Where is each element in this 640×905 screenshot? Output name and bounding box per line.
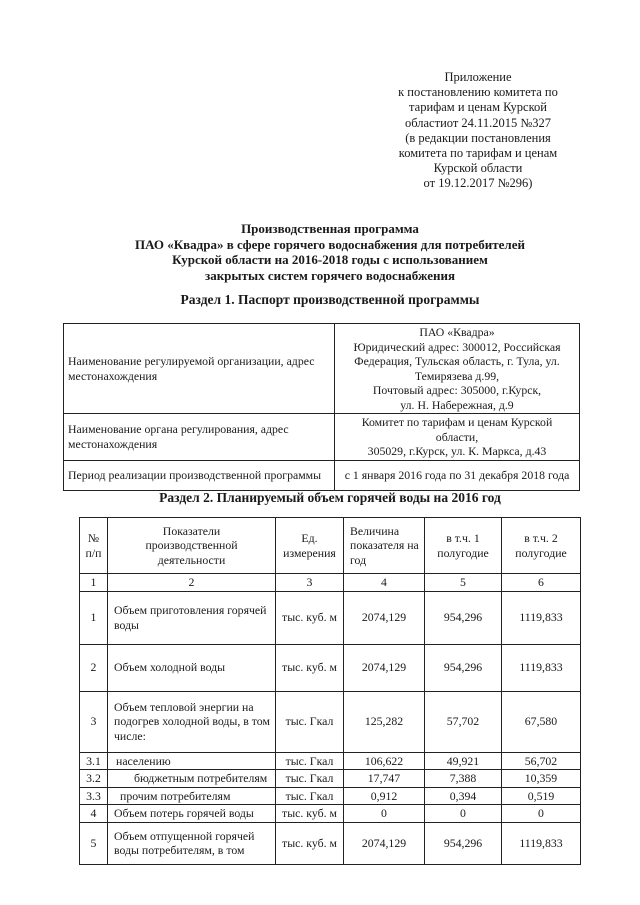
passport-label: Наименование регулируемой организации, адрес местонахождения <box>64 324 335 414</box>
indicator-name: Объем тепловой энергии на подогрев холодной воды, в том числе: <box>108 691 276 752</box>
appendix-line: тарифам и ценам Курской <box>409 100 547 115</box>
title-line: ПАО «Квадра» в сфере горячего водоснабжения для потребителей <box>135 236 525 252</box>
year-value: 2074,129 <box>344 644 425 691</box>
value-line: 305029, г.Курск, ул. К. Маркса, д.43 <box>367 444 547 458</box>
col-header: Показатели производственной деятельности <box>108 518 276 574</box>
header-row <box>80 518 581 574</box>
h2-value: 0 <box>502 805 581 823</box>
h2-value: 67,580 <box>502 691 581 752</box>
col-header: Ед. измерения <box>276 518 344 574</box>
row-number: 3.3 <box>80 787 108 805</box>
table-row <box>80 770 581 788</box>
col-header: в т.ч. 1 полугодие <box>425 518 502 574</box>
appendix-line: Курской области <box>433 161 523 176</box>
plan-table <box>79 517 581 865</box>
year-value: 2074,129 <box>344 822 425 864</box>
unit-cell: тыс. куб. м <box>276 644 344 691</box>
indicator-name: прочим потребителям <box>108 787 276 805</box>
table-row <box>64 414 580 461</box>
year-value: 17,747 <box>344 770 425 788</box>
col-number: 6 <box>502 574 581 592</box>
col-header: Величина показателя на год <box>344 518 425 574</box>
row-number: 3.1 <box>80 752 108 770</box>
indicator-name: бюджетным потребителям <box>108 770 276 788</box>
table-row <box>80 691 581 752</box>
appendix-line: (в редакции постановления <box>405 130 551 145</box>
h1-value: 954,296 <box>425 591 502 644</box>
indicator-name: Объем холодной воды <box>108 644 276 691</box>
h2-value: 1119,833 <box>502 644 581 691</box>
col-number: 1 <box>80 574 108 592</box>
unit-cell: тыс. Гкал <box>276 787 344 805</box>
row-number: 2 <box>80 644 108 691</box>
section1-heading: Раздел 1. Паспорт производственной программы <box>180 292 480 307</box>
passport-value <box>335 460 580 490</box>
year-value: 0,912 <box>344 787 425 805</box>
h1-value: 57,702 <box>425 691 502 752</box>
passport-value <box>335 414 580 461</box>
table-row <box>80 805 581 823</box>
appendix-line: Приложение <box>444 70 512 84</box>
appendix-line: комитета по тарифам и ценам <box>398 146 558 161</box>
value-line: Комитет по тарифам и ценам Курской <box>361 415 553 429</box>
col-number: 2 <box>108 574 276 592</box>
indicator-name: Объем приготовления горячей воды <box>108 591 276 644</box>
col-header: № п/п <box>80 518 108 574</box>
row-number: 5 <box>80 822 108 864</box>
h2-value: 56,702 <box>502 752 581 770</box>
value-line: ул. Н. Набережная, д.9 <box>400 397 514 412</box>
row-number: 3 <box>80 691 108 752</box>
h2-value: 1119,833 <box>502 822 581 864</box>
title-line: Курской области на 2016-2018 годы с использованием <box>172 252 488 267</box>
indicator-name: населению <box>108 752 276 770</box>
value-line: ПАО «Квадра» <box>419 325 495 339</box>
table-row <box>80 644 581 691</box>
table-row <box>64 324 580 414</box>
h1-value: 7,388 <box>425 770 502 788</box>
value-line: Юридический адрес: 300012, Российская <box>353 339 561 354</box>
indicator-name: Объем отпущенной горячей воды потребителям, в том <box>108 822 276 864</box>
unit-cell: тыс. куб. м <box>276 591 344 644</box>
appendix-line: к постановлению комитета по <box>398 85 558 100</box>
unit-cell: тыс. Гкал <box>276 691 344 752</box>
passport-value <box>335 324 580 414</box>
year-value: 2074,129 <box>344 591 425 644</box>
col-number: 5 <box>425 574 502 592</box>
row-number: 4 <box>80 805 108 823</box>
row-number: 3.2 <box>80 770 108 788</box>
table-row <box>64 460 580 490</box>
appendix-note <box>368 70 588 192</box>
table-row <box>80 822 581 864</box>
row-number: 1 <box>80 591 108 644</box>
col-number: 4 <box>344 574 425 592</box>
section2-heading: Раздел 2. Планируемый объем горячей воды на 2016 год <box>159 490 501 505</box>
value-line: Почтовый адрес: 305000, г.Курск, <box>372 383 542 397</box>
table-row <box>80 752 581 770</box>
h1-value: 954,296 <box>425 822 502 864</box>
table-row <box>80 787 581 805</box>
year-value: 125,282 <box>344 691 425 752</box>
col-number: 3 <box>276 574 344 592</box>
h1-value: 0 <box>425 805 502 823</box>
value-line: Федерация, Тульская область, г. Тула, ул. <box>354 354 560 368</box>
indicator-name: Объем потерь горячей воды <box>108 805 276 823</box>
col-header: в т.ч. 2 полугодие <box>502 518 581 574</box>
year-value: 106,622 <box>344 752 425 770</box>
year-value: 0 <box>344 805 425 823</box>
value-line: области, <box>435 429 479 444</box>
passport-label: Период реализации производственной программы <box>64 460 335 490</box>
h2-value: 10,359 <box>502 770 581 788</box>
unit-cell: тыс. куб. м <box>276 805 344 823</box>
value-line: Темирязева д.99, <box>414 368 500 383</box>
document-title <box>60 221 600 283</box>
h1-value: 0,394 <box>425 787 502 805</box>
unit-cell: тыс. Гкал <box>276 770 344 788</box>
column-number-row <box>80 574 581 592</box>
unit-cell: тыс. куб. м <box>276 822 344 864</box>
h2-value: 1119,833 <box>502 591 581 644</box>
appendix-line: от 19.12.2017 №296) <box>423 176 533 191</box>
h1-value: 49,921 <box>425 752 502 770</box>
value-line: с 1 января 2016 года по 31 декабря 2018 года <box>344 467 570 482</box>
title-line: закрытых систем горячего водоснабжения <box>204 267 456 283</box>
appendix-line: областиот 24.11.2015 №327 <box>404 115 552 130</box>
table-row <box>80 591 581 644</box>
unit-cell: тыс. Гкал <box>276 752 344 770</box>
passport-table <box>63 323 580 491</box>
h1-value: 954,296 <box>425 644 502 691</box>
h2-value: 0,519 <box>502 787 581 805</box>
title-line: Производственная программа <box>241 221 419 236</box>
passport-label: Наименование органа регулирования, адрес местонахождения <box>64 414 335 461</box>
